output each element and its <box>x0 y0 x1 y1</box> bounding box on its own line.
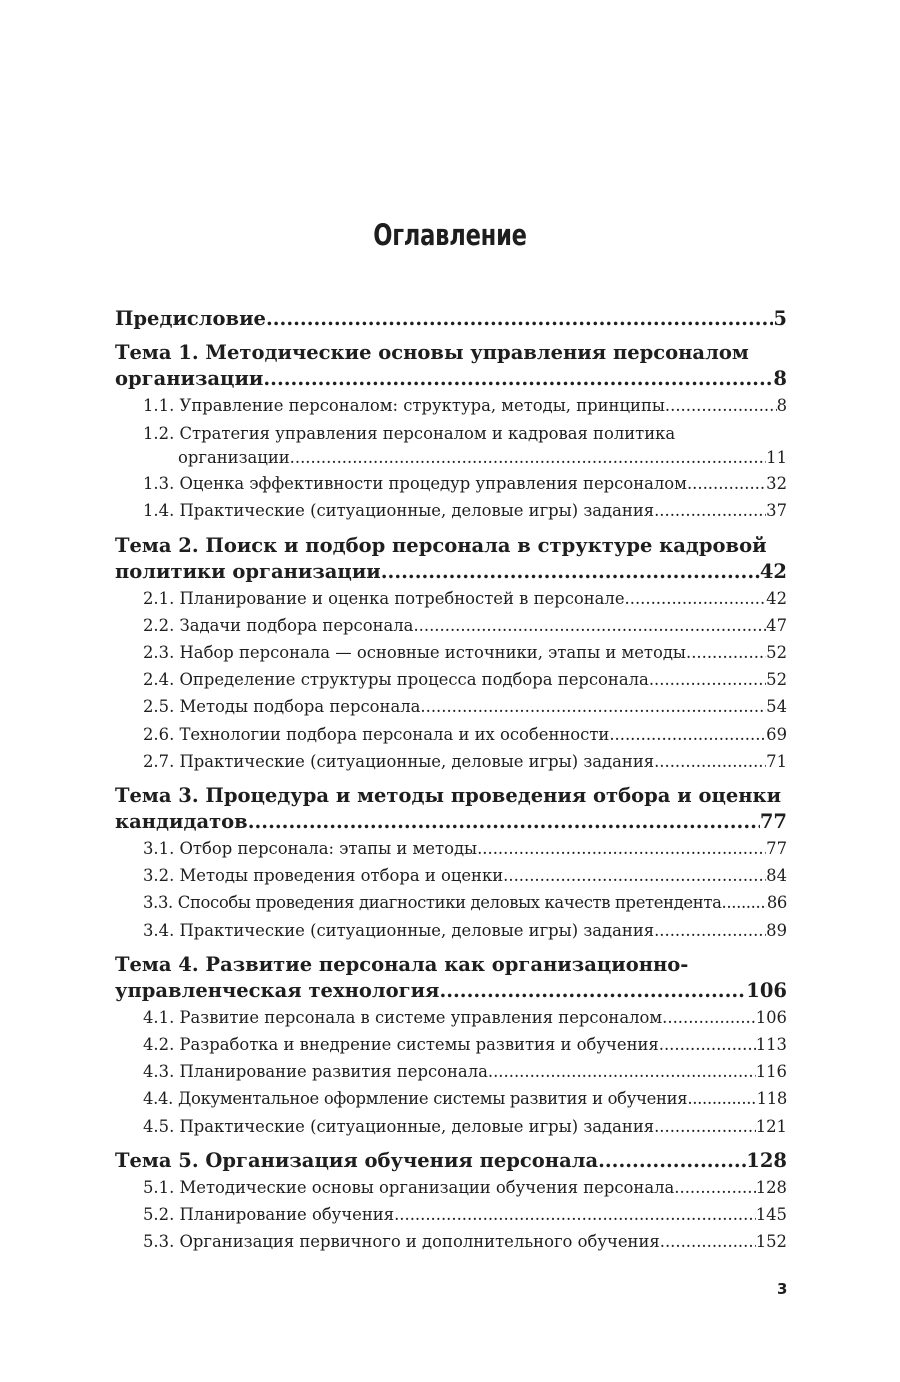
toc-item-number: 2.3. <box>143 643 175 663</box>
dot-leader <box>654 917 766 944</box>
dot-leader <box>394 1201 756 1228</box>
toc-page-number: 77 <box>759 810 787 834</box>
toc-item-title: Развитие персонала в системе управления персоналом <box>179 1007 663 1027</box>
page-number: 3 <box>777 1280 788 1298</box>
toc-item-1-3[interactable] <box>115 470 787 497</box>
toc-page-number: 106 <box>755 1007 787 1027</box>
toc-item-5-1[interactable] <box>115 1174 787 1201</box>
dot-leader <box>248 809 760 835</box>
dot-leader <box>477 835 766 862</box>
toc-topic-title-line <box>115 978 787 1004</box>
toc-page-number: 121 <box>755 1116 787 1136</box>
toc-item-title: Практические (ситуационные, деловые игры) задания <box>179 1116 655 1136</box>
dot-leader <box>381 559 760 585</box>
toc-entry-preface[interactable] <box>115 306 787 332</box>
toc-item-2-2[interactable] <box>115 612 787 639</box>
toc-item-number: 3.1. <box>143 839 175 859</box>
toc-item-title: Планирование развития персонала <box>179 1062 488 1082</box>
toc-item-number: 4.1. <box>143 1007 175 1027</box>
dot-leader <box>659 1031 756 1058</box>
dot-leader <box>625 585 767 612</box>
dot-leader <box>654 1113 756 1140</box>
toc-topic-title: Тема 4. Развитие персонала как организационно- <box>115 952 689 976</box>
toc-item-title: Практические (ситуационные, деловые игры) задания <box>179 920 655 940</box>
toc-item-title: Задачи подбора персонала <box>179 615 414 635</box>
toc-item-2-3[interactable] <box>115 639 787 666</box>
dot-leader <box>654 497 766 524</box>
dot-leader <box>722 889 767 916</box>
toc-item-number: 2.1. <box>143 588 175 608</box>
toc-topic-1[interactable] <box>115 340 787 392</box>
toc-item-number: 2.5. <box>143 697 175 717</box>
dot-leader <box>290 446 766 470</box>
toc-page-number: 113 <box>755 1035 787 1055</box>
toc-page-number: 84 <box>766 866 787 886</box>
dot-leader <box>488 1058 756 1085</box>
toc-item-number: 3.3. <box>143 893 173 913</box>
toc-item-number: 4.4. <box>143 1089 174 1109</box>
table-of-contents <box>115 306 787 1255</box>
toc-item-number: 1.2. <box>143 424 175 444</box>
toc-page-number: 42 <box>766 588 787 608</box>
toc-page-number: 37 <box>766 501 787 521</box>
toc-page-number: 47 <box>766 615 787 635</box>
toc-item-number: 4.5. <box>143 1116 175 1136</box>
toc-page-number: 5 <box>773 307 787 330</box>
toc-page-number: 8 <box>773 367 787 390</box>
dot-leader <box>686 639 766 666</box>
toc-page-number: 32 <box>766 474 787 494</box>
toc-item-3-2[interactable] <box>115 862 787 889</box>
dot-leader <box>687 470 766 497</box>
toc-item-title: Методы подбора персонала <box>179 697 421 717</box>
toc-item-number: 2.4. <box>143 670 175 690</box>
toc-item-4-3[interactable] <box>115 1058 787 1085</box>
toc-topic-2[interactable] <box>115 533 787 585</box>
toc-topic-4[interactable] <box>115 952 787 1004</box>
dot-leader <box>649 666 766 693</box>
toc-item-number: 4.3. <box>143 1062 175 1082</box>
toc-item-1-2[interactable] <box>115 419 787 470</box>
toc-page-number: 54 <box>766 697 787 717</box>
toc-page-number: 11 <box>766 448 787 468</box>
toc-topic-3[interactable] <box>115 783 787 835</box>
dot-leader <box>660 1228 756 1255</box>
toc-item-title: Методические основы организации обучения персонала <box>179 1177 675 1197</box>
toc-item-5-2[interactable] <box>115 1201 787 1228</box>
toc-page-number: 86 <box>766 893 787 913</box>
dot-leader <box>503 862 766 889</box>
toc-item-2-7[interactable] <box>115 748 787 775</box>
toc-page-number: 52 <box>766 670 787 690</box>
dot-leader <box>654 748 766 775</box>
toc-item-number: 1.4. <box>143 501 175 521</box>
toc-item-4-2[interactable] <box>115 1031 787 1058</box>
toc-page-number: 69 <box>766 724 787 744</box>
toc-page-number: 106 <box>746 978 787 1002</box>
toc-item-number: 2.2. <box>143 615 175 635</box>
toc-item-title: Набор персонала — основные источники, этапы и методы <box>179 643 686 663</box>
toc-page-number: 77 <box>766 839 787 859</box>
toc-item-4-5[interactable] <box>115 1113 787 1140</box>
toc-item-3-1[interactable] <box>115 835 787 862</box>
dot-leader <box>609 721 766 748</box>
dot-leader <box>662 1004 756 1031</box>
toc-page-number: 52 <box>766 643 787 663</box>
dot-leader <box>598 1148 746 1174</box>
toc-item-title: Документальное оформление системы развития и обучения <box>178 1089 688 1109</box>
toc-item-title: Отбор персонала: этапы и методы <box>179 839 478 859</box>
toc-page-number: 118 <box>756 1089 787 1109</box>
toc-topic-title: Тема 3. Процедура и методы проведения отбора и оценки <box>115 784 782 808</box>
toc-item-number: 3.2. <box>143 866 175 886</box>
toc-item-title: Организация первичного и дополнительного обучения <box>179 1232 660 1252</box>
toc-topic-title-line <box>115 559 787 585</box>
toc-page-number: 116 <box>755 1062 787 1082</box>
toc-item-number: 2.7. <box>143 751 175 771</box>
toc-item-title: Способы проведения диагностики деловых качеств претендента <box>177 893 722 913</box>
dot-leader <box>413 612 766 639</box>
toc-item-number: 5.3. <box>143 1232 175 1252</box>
toc-item-title: Технологии подбора персонала и их особенности <box>179 724 610 744</box>
toc-item-2-1[interactable] <box>115 585 787 612</box>
toc-item-number: 3.4. <box>143 920 175 940</box>
dot-leader <box>263 366 773 392</box>
toc-item-title: Разработка и внедрение системы развития и обучения <box>179 1035 659 1055</box>
page-title: Оглавление <box>373 218 527 252</box>
toc-item-number: 1.3. <box>143 474 175 494</box>
toc-item-title: Планирование обучения <box>179 1205 395 1225</box>
toc-topic-title-cont: кандидатов <box>115 810 248 834</box>
toc-page-number: 128 <box>755 1177 787 1197</box>
toc-item-title: Практические (ситуационные, деловые игры) задания <box>179 501 655 521</box>
toc-page-number: 145 <box>755 1205 787 1225</box>
toc-item-title: Стратегия управления персоналом и кадровая политика <box>179 424 676 444</box>
toc-topic-title-line <box>115 809 787 835</box>
toc-item-title: Методы проведения отбора и оценки <box>179 866 504 886</box>
toc-page-number: 152 <box>755 1232 787 1252</box>
toc-item-2-4[interactable] <box>115 666 787 693</box>
dot-leader <box>266 306 773 332</box>
toc-page-number: 89 <box>766 920 787 940</box>
toc-item-title: Планирование и оценка потребностей в персонале <box>179 588 625 608</box>
toc-topic-title-cont: организации <box>115 367 264 390</box>
toc-topic-title-cont: политики организации <box>115 559 381 583</box>
toc-item-2-6[interactable] <box>115 721 787 748</box>
toc-item-5-3[interactable] <box>115 1228 787 1255</box>
dot-leader <box>420 693 766 720</box>
toc-topic-5[interactable] <box>115 1148 787 1174</box>
toc-item-title: Практические (ситуационные, деловые игры) задания <box>179 751 655 771</box>
toc-item-number: 2.6. <box>143 724 175 744</box>
toc-page-number: 42 <box>759 559 787 583</box>
toc-page-number: 128 <box>746 1148 787 1172</box>
toc-item-title: Оценка эффективности процедур управления персоналом <box>179 474 687 494</box>
dot-leader <box>687 1085 756 1112</box>
toc-item-1-4[interactable] <box>115 497 787 524</box>
toc-item-3-3[interactable] <box>115 889 787 916</box>
toc-item-4-4[interactable] <box>115 1085 787 1112</box>
dot-leader <box>439 978 746 1004</box>
toc-topic-title-line <box>115 366 787 392</box>
toc-topic-title: Тема 1. Методические основы управления персоналом <box>115 341 749 364</box>
toc-page-number: 71 <box>766 751 787 771</box>
dot-leader <box>665 392 777 419</box>
toc-topic-title-cont: управленческая технология <box>115 978 440 1002</box>
toc-item-number: 5.2. <box>143 1205 175 1225</box>
toc-item-4-1[interactable] <box>115 1004 787 1031</box>
toc-item-title: Определение структуры процесса подбора персонала <box>179 670 649 690</box>
toc-item-1-1[interactable] <box>115 392 787 419</box>
toc-item-title-cont: организации <box>178 448 290 468</box>
toc-item-3-4[interactable] <box>115 917 787 944</box>
toc-item-number: 1.1. <box>143 396 175 415</box>
dot-leader <box>674 1174 755 1201</box>
toc-item-title: Управление персоналом: структура, методы, принципы <box>179 396 665 415</box>
toc-item-2-5[interactable] <box>115 693 787 720</box>
toc-entry-title: Предисловие <box>115 307 266 330</box>
toc-page-number: 8 <box>776 396 787 415</box>
toc-topic-title: Тема 5. Организация обучения персонала <box>115 1148 599 1172</box>
toc-item-number: 4.2. <box>143 1035 175 1055</box>
toc-item-number: 5.1. <box>143 1177 175 1197</box>
toc-topic-title: Тема 2. Поиск и подбор персонала в структуре кадровой <box>115 533 767 557</box>
